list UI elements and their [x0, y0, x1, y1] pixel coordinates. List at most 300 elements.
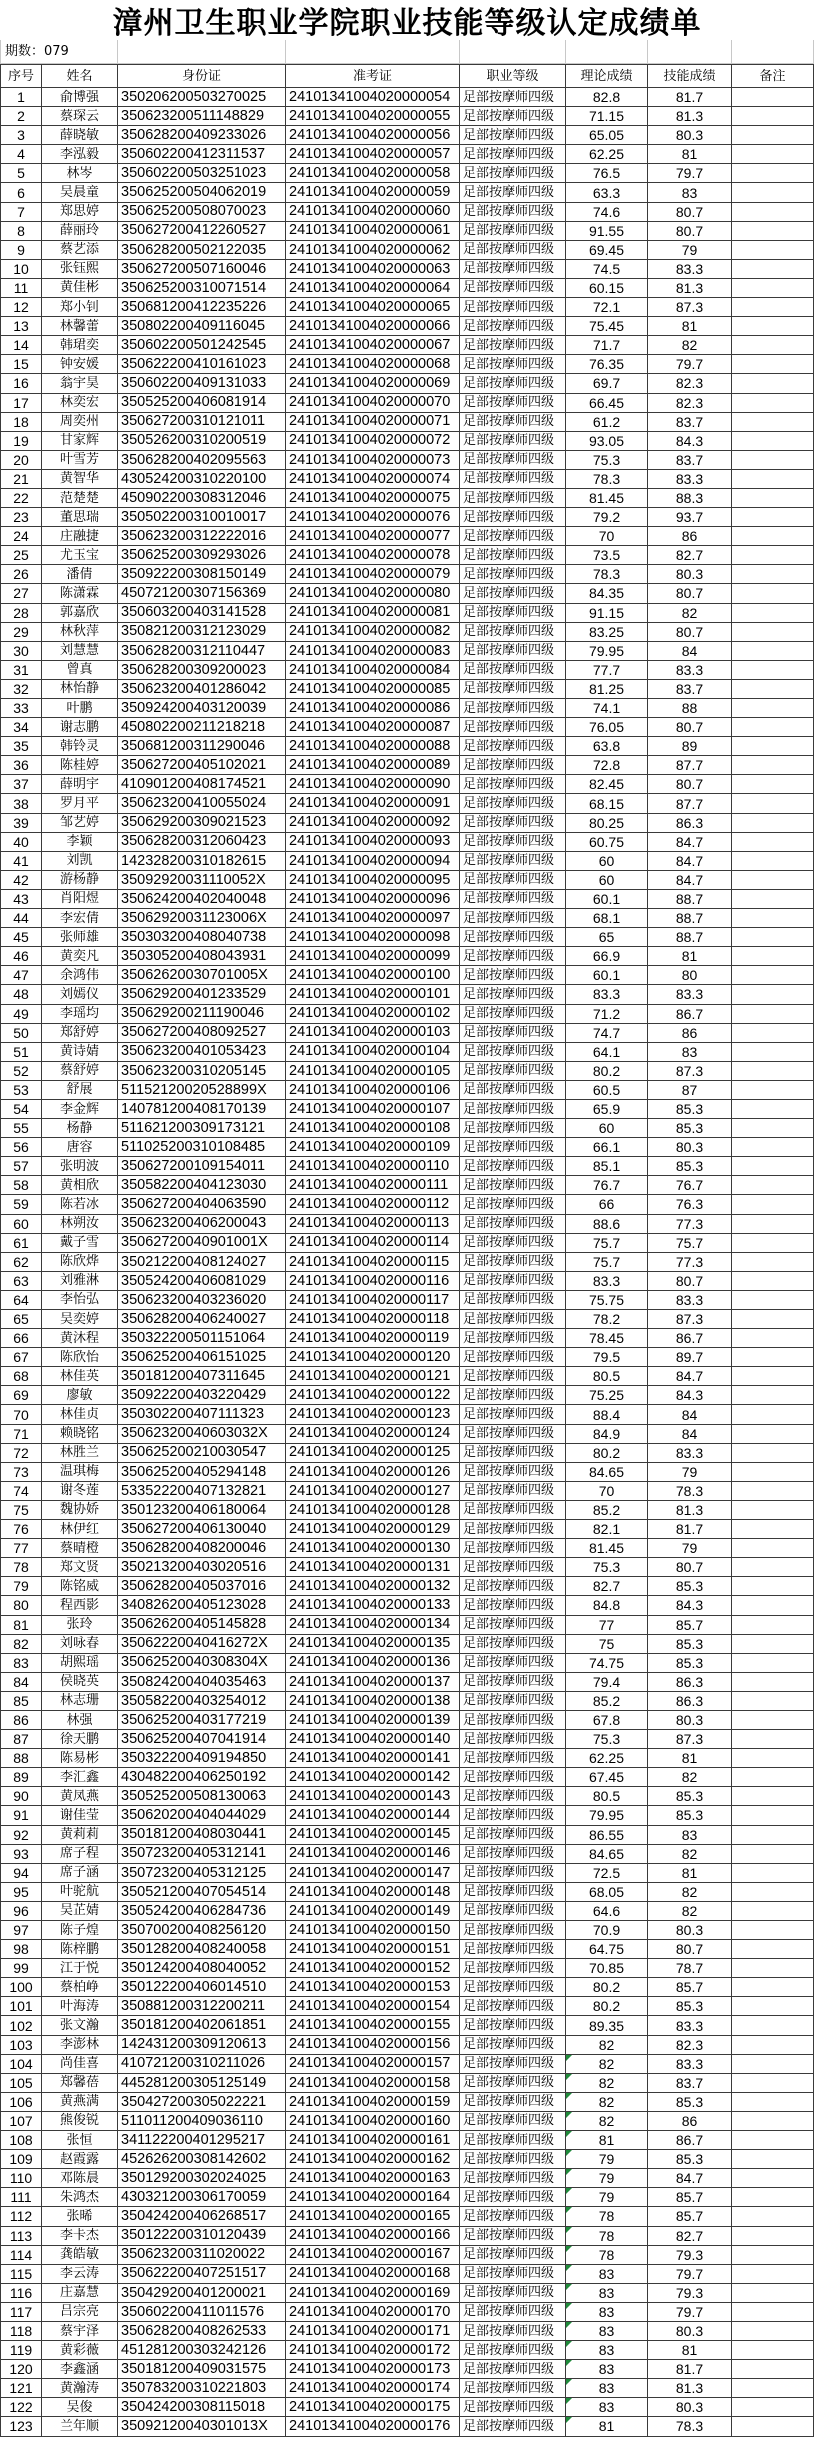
- cell-id-number: 350602200503251023: [118, 164, 286, 183]
- cell-theory-score: 70: [566, 1482, 648, 1501]
- cell-skill-score: 85.3: [648, 1119, 732, 1138]
- cell-level: 足部按摩师四级: [460, 2246, 566, 2265]
- cell-level: 足部按摩师四级: [460, 2016, 566, 2035]
- cell-ticket-number: 24101341004020000055: [286, 107, 460, 126]
- cell-seq: 28: [0, 604, 42, 623]
- cell-name: 潘倩: [42, 565, 118, 584]
- table-row: [0, 317, 814, 336]
- cell-id-number: 350723200405312141: [118, 1845, 286, 1864]
- cell-name: 董思瑞: [42, 508, 118, 527]
- cell-ticket-number: 24101341004020000075: [286, 489, 460, 508]
- cell-id-number: 350524200406284736: [118, 1902, 286, 1921]
- cell-remark: [732, 203, 814, 222]
- cell-name: 叶驼航: [42, 1883, 118, 1902]
- table-row: [0, 2036, 814, 2055]
- cell-theory-score: 76.7: [566, 1176, 648, 1195]
- cell-level: 足部按摩师四级: [460, 1577, 566, 1596]
- cell-name: 陈潇霖: [42, 584, 118, 603]
- cell-theory-score: 88.4: [566, 1405, 648, 1424]
- cell-seq: 17: [0, 394, 42, 413]
- cell-id-number: 350625200310071514: [118, 279, 286, 298]
- cell-remark: [732, 1348, 814, 1367]
- cell-theory-score: 65: [566, 928, 648, 947]
- cell-level: 足部按摩师四级: [460, 1310, 566, 1329]
- cell-seq: 26: [0, 565, 42, 584]
- cell-ticket-number: 24101341004020000146: [286, 1845, 460, 1864]
- cell-remark: [732, 336, 814, 355]
- cell-theory-score: 82: [566, 2036, 648, 2055]
- cell-skill-score: 80.7: [648, 718, 732, 737]
- cell-name: 张晞: [42, 2207, 118, 2226]
- cell-skill-score: 81.7: [648, 88, 732, 107]
- cell-level: 足部按摩师四级: [460, 527, 566, 546]
- cell-name: 熊俊锐: [42, 2112, 118, 2131]
- cell-name: 李瑶均: [42, 1005, 118, 1024]
- cell-ticket-number: 24101341004020000141: [286, 1749, 460, 1768]
- table-row: [0, 623, 814, 642]
- cell-theory-score: 80.25: [566, 814, 648, 833]
- cell-seq: 24: [0, 527, 42, 546]
- cell-remark: [732, 2303, 814, 2322]
- table-row: [0, 279, 814, 298]
- cell-skill-score: 80.3: [648, 1921, 732, 1940]
- cell-remark: [732, 1310, 814, 1329]
- cell-remark: [732, 1940, 814, 1959]
- cell-level: 足部按摩师四级: [460, 546, 566, 565]
- cell-seq: 103: [0, 2036, 42, 2055]
- cell-remark: [732, 2074, 814, 2093]
- cell-remark: [732, 1463, 814, 1482]
- cell-ticket-number: 24101341004020000076: [286, 508, 460, 527]
- cell-level: 足部按摩师四级: [460, 1348, 566, 1367]
- cell-seq: 42: [0, 871, 42, 890]
- cell-level: 足部按摩师四级: [460, 852, 566, 871]
- cell-name: 刘凯: [42, 852, 118, 871]
- cell-skill-score: 86.7: [648, 2131, 732, 2150]
- cell-name: 杨静: [42, 1119, 118, 1138]
- cell-skill-score: 79: [648, 241, 732, 260]
- cell-theory-score: 76.5: [566, 164, 648, 183]
- cell-ticket-number: 24101341004020000154: [286, 1997, 460, 2016]
- table-row: [0, 1367, 814, 1386]
- cell-skill-score: 80.3: [648, 565, 732, 584]
- cell-theory-score: 83.3: [566, 1272, 648, 1291]
- cell-seq: 21: [0, 470, 42, 489]
- cell-remark: [732, 1673, 814, 1692]
- cell-remark: [732, 2398, 814, 2417]
- table-row: [0, 1386, 814, 1405]
- header-seq: 序号: [0, 65, 42, 88]
- cell-level: 足部按摩师四级: [460, 2398, 566, 2417]
- cell-remark: [732, 88, 814, 107]
- cell-remark: [732, 680, 814, 699]
- table-row: [0, 814, 814, 833]
- cell-seq: 34: [0, 718, 42, 737]
- cell-theory-score: 80.5: [566, 1787, 648, 1806]
- cell-remark: [732, 260, 814, 279]
- cell-theory-score: 69.7: [566, 374, 648, 393]
- cell-name: 张玲: [42, 1616, 118, 1635]
- cell-ticket-number: 24101341004020000171: [286, 2322, 460, 2341]
- cell-seq: 65: [0, 1310, 42, 1329]
- cell-skill-score: 86.3: [648, 1692, 732, 1711]
- cell-remark: [732, 1558, 814, 1577]
- cell-name: 薛晓敏: [42, 126, 118, 145]
- cell-remark: [732, 1501, 814, 1520]
- cell-name: 郑小钊: [42, 298, 118, 317]
- cell-skill-score: 87.3: [648, 1730, 732, 1749]
- cell-level: 足部按摩师四级: [460, 1826, 566, 1845]
- cell-seq: 56: [0, 1138, 42, 1157]
- cell-id-number: 350206200503270025: [118, 88, 286, 107]
- cell-theory-score: 83: [566, 2398, 648, 2417]
- cell-id-number: 142431200309120613: [118, 2036, 286, 2055]
- cell-level: 足部按摩师四级: [460, 1234, 566, 1253]
- cell-name: 曾真: [42, 661, 118, 680]
- cell-id-number: 350429200401200021: [118, 2284, 286, 2303]
- table-row: [0, 1444, 814, 1463]
- cell-skill-score: 84.7: [648, 833, 732, 852]
- cell-remark: [732, 2417, 814, 2436]
- table-row: [0, 1596, 814, 1615]
- cell-theory-score: 80.5: [566, 1367, 648, 1386]
- table-row: [0, 2284, 814, 2303]
- cell-name: 甘家辉: [42, 432, 118, 451]
- cell-skill-score: 93.7: [648, 508, 732, 527]
- cell-level: 足部按摩师四级: [460, 2093, 566, 2112]
- cell-seq: 37: [0, 775, 42, 794]
- cell-ticket-number: 24101341004020000086: [286, 699, 460, 718]
- cell-skill-score: 84: [648, 642, 732, 661]
- cell-theory-score: 79.95: [566, 642, 648, 661]
- cell-level: 足部按摩师四级: [460, 584, 566, 603]
- cell-skill-score: 82: [648, 604, 732, 623]
- table-row: [0, 222, 814, 241]
- cell-ticket-number: 24101341004020000106: [286, 1081, 460, 1100]
- cell-remark: [732, 164, 814, 183]
- cell-seq: 50: [0, 1024, 42, 1043]
- cell-theory-score: 80.2: [566, 1997, 648, 2016]
- cell-theory-score: 71.2: [566, 1005, 648, 1024]
- cell-id-number: 350625200407041914: [118, 1730, 286, 1749]
- cell-name: 黄凤燕: [42, 1787, 118, 1806]
- table-row: [0, 508, 814, 527]
- cell-seq: 46: [0, 947, 42, 966]
- cell-id-number: 350626200405145828: [118, 1616, 286, 1635]
- cell-remark: [732, 756, 814, 775]
- cell-id-number: 350623200511148829: [118, 107, 286, 126]
- cell-ticket-number: 24101341004020000127: [286, 1482, 460, 1501]
- cell-seq: 77: [0, 1539, 42, 1558]
- table-row: [0, 1902, 814, 1921]
- cell-id-number: 35062320040603032X: [118, 1425, 286, 1444]
- period-value: 079: [44, 44, 69, 59]
- cell-seq: 16: [0, 374, 42, 393]
- cell-remark: [732, 508, 814, 527]
- cell-id-number: 350602200501242545: [118, 336, 286, 355]
- cell-ticket-number: 24101341004020000061: [286, 222, 460, 241]
- cell-seq: 80: [0, 1596, 42, 1615]
- cell-level: 足部按摩师四级: [460, 2131, 566, 2150]
- cell-seq: 114: [0, 2246, 42, 2265]
- table-row: [0, 1864, 814, 1883]
- table-row: [0, 1749, 814, 1768]
- cell-ticket-number: 24101341004020000083: [286, 642, 460, 661]
- cell-level: 足部按摩师四级: [460, 1749, 566, 1768]
- cell-level: 足部按摩师四级: [460, 1425, 566, 1444]
- cell-id-number: 350627200405102021: [118, 756, 286, 775]
- cell-level: 足部按摩师四级: [460, 1730, 566, 1749]
- cell-theory-score: 64.6: [566, 1902, 648, 1921]
- cell-ticket-number: 24101341004020000107: [286, 1100, 460, 1119]
- header-name: 姓名: [42, 65, 118, 88]
- cell-level: 足部按摩师四级: [460, 699, 566, 718]
- cell-seq: 69: [0, 1386, 42, 1405]
- cell-id-number: 533522200407132821: [118, 1482, 286, 1501]
- cell-seq: 72: [0, 1444, 42, 1463]
- cell-skill-score: 89: [648, 737, 732, 756]
- cell-id-number: 350212200408124027: [118, 1253, 286, 1272]
- table-row: [0, 871, 814, 890]
- cell-theory-score: 82: [566, 2112, 648, 2131]
- cell-remark: [732, 546, 814, 565]
- cell-name: 李怡弘: [42, 1291, 118, 1310]
- cell-theory-score: 85.1: [566, 1157, 648, 1176]
- cell-name: 林朔汝: [42, 1215, 118, 1234]
- cell-id-number: 350627200404063590: [118, 1195, 286, 1214]
- cell-theory-score: 86.55: [566, 1826, 648, 1845]
- cell-skill-score: 80.7: [648, 222, 732, 241]
- cell-name: 张师雄: [42, 928, 118, 947]
- cell-skill-score: 80: [648, 966, 732, 985]
- cell-level: 足部按摩师四级: [460, 451, 566, 470]
- cell-remark: [732, 2150, 814, 2169]
- cell-seq: 9: [0, 241, 42, 260]
- table-row: [0, 1062, 814, 1081]
- cell-level: 足部按摩师四级: [460, 661, 566, 680]
- cell-skill-score: 86.7: [648, 1329, 732, 1348]
- cell-name: 邓陈晨: [42, 2169, 118, 2188]
- cell-seq: 85: [0, 1692, 42, 1711]
- cell-ticket-number: 24101341004020000169: [286, 2284, 460, 2303]
- cell-ticket-number: 24101341004020000065: [286, 298, 460, 317]
- cell-skill-score: 86.7: [648, 1005, 732, 1024]
- cell-ticket-number: 24101341004020000096: [286, 890, 460, 909]
- cell-level: 足部按摩师四级: [460, 1921, 566, 1940]
- table-row: [0, 107, 814, 126]
- cell-skill-score: 87.3: [648, 1062, 732, 1081]
- cell-remark: [732, 909, 814, 928]
- cell-theory-score: 88.6: [566, 1215, 648, 1234]
- cell-name: 肖阳煜: [42, 890, 118, 909]
- cell-seq: 63: [0, 1272, 42, 1291]
- cell-level: 足部按摩师四级: [460, 1539, 566, 1558]
- cell-ticket-number: 24101341004020000165: [286, 2207, 460, 2226]
- cell-id-number: 350582200404123030: [118, 1176, 286, 1195]
- cell-remark: [732, 584, 814, 603]
- cell-name: 黄瀚涛: [42, 2379, 118, 2398]
- cell-id-number: 350305200408043931: [118, 947, 286, 966]
- cell-name: 赵霞露: [42, 2150, 118, 2169]
- cell-level: 足部按摩师四级: [460, 2227, 566, 2246]
- table-row: [0, 794, 814, 813]
- cell-name: 陈若冰: [42, 1195, 118, 1214]
- cell-id-number: 350625200309293026: [118, 546, 286, 565]
- cell-remark: [732, 1997, 814, 2016]
- cell-skill-score: 77.3: [648, 1253, 732, 1272]
- cell-skill-score: 84.3: [648, 432, 732, 451]
- cell-id-number: 350525200406081914: [118, 394, 286, 413]
- cell-remark: [732, 1176, 814, 1195]
- cell-id-number: 350181200407311645: [118, 1367, 286, 1386]
- cell-seq: 67: [0, 1348, 42, 1367]
- cell-level: 足部按摩师四级: [460, 432, 566, 451]
- cell-name: 刘慧慧: [42, 642, 118, 661]
- cell-name: 庄融捷: [42, 527, 118, 546]
- empty-cell: [732, 40, 814, 64]
- cell-remark: [732, 1520, 814, 1539]
- cell-id-number: 350303200408040738: [118, 928, 286, 947]
- cell-id-number: 452626200308142602: [118, 2150, 286, 2169]
- cell-theory-score: 76.05: [566, 718, 648, 737]
- empty-cell: [286, 40, 460, 64]
- cell-theory-score: 79.2: [566, 508, 648, 527]
- cell-name: 俞博强: [42, 88, 118, 107]
- cell-remark: [732, 1978, 814, 1997]
- cell-remark: [732, 1234, 814, 1253]
- cell-remark: [732, 145, 814, 164]
- cell-name: 李澎林: [42, 2036, 118, 2055]
- cell-skill-score: 78.7: [648, 1959, 732, 1978]
- cell-level: 足部按摩师四级: [460, 489, 566, 508]
- cell-level: 足部按摩师四级: [460, 1176, 566, 1195]
- cell-remark: [732, 489, 814, 508]
- cell-name: 翁宇昊: [42, 374, 118, 393]
- cell-id-number: 350623200311020022: [118, 2246, 286, 2265]
- table-row: [0, 1654, 814, 1673]
- cell-id-number: 350623200401053423: [118, 1043, 286, 1062]
- cell-level: 足部按摩师四级: [460, 2207, 566, 2226]
- cell-level: 足部按摩师四级: [460, 604, 566, 623]
- cell-name: 戴子雪: [42, 1234, 118, 1253]
- cell-level: 足部按摩师四级: [460, 1157, 566, 1176]
- cell-ticket-number: 24101341004020000116: [286, 1272, 460, 1291]
- cell-skill-score: 80.3: [648, 1711, 732, 1730]
- cell-theory-score: 65.9: [566, 1100, 648, 1119]
- table-row: [0, 1463, 814, 1482]
- cell-theory-score: 72.1: [566, 298, 648, 317]
- cell-seq: 117: [0, 2303, 42, 2322]
- cell-name: 林佳贞: [42, 1405, 118, 1424]
- cell-seq: 44: [0, 909, 42, 928]
- cell-seq: 62: [0, 1253, 42, 1272]
- cell-theory-score: 84.65: [566, 1845, 648, 1864]
- cell-remark: [732, 222, 814, 241]
- cell-id-number: 511025200310108485: [118, 1138, 286, 1157]
- cell-theory-score: 75.3: [566, 1730, 648, 1749]
- cell-skill-score: 82: [648, 1883, 732, 1902]
- cell-name: 徐天鹏: [42, 1730, 118, 1749]
- cell-seq: 74: [0, 1482, 42, 1501]
- cell-theory-score: 80.2: [566, 1444, 648, 1463]
- cell-seq: 55: [0, 1119, 42, 1138]
- cell-seq: 27: [0, 584, 42, 603]
- cell-ticket-number: 24101341004020000092: [286, 814, 460, 833]
- cell-id-number: 350625200210030547: [118, 1444, 286, 1463]
- cell-theory-score: 83: [566, 2360, 648, 2379]
- cell-remark: [732, 1539, 814, 1558]
- table-row: [0, 1176, 814, 1195]
- cell-skill-score: 78.3: [648, 2417, 732, 2436]
- cell-ticket-number: 24101341004020000081: [286, 604, 460, 623]
- cell-skill-score: 80.7: [648, 203, 732, 222]
- header-level: 职业等级: [460, 65, 566, 88]
- cell-level: 足部按摩师四级: [460, 1558, 566, 1577]
- cell-level: 足部按摩师四级: [460, 2036, 566, 2055]
- cell-seq: 121: [0, 2379, 42, 2398]
- table-row: [0, 1291, 814, 1310]
- cell-id-number: 350924200403120039: [118, 699, 286, 718]
- cell-ticket-number: 24101341004020000105: [286, 1062, 460, 1081]
- cell-remark: [732, 1329, 814, 1348]
- cell-seq: 119: [0, 2341, 42, 2360]
- cell-skill-score: 85.7: [648, 1616, 732, 1635]
- cell-remark: [732, 623, 814, 642]
- cell-skill-score: 85.3: [648, 1635, 732, 1654]
- cell-id-number: 35062620030701005X: [118, 966, 286, 985]
- cell-name: 蔡舒婷: [42, 1062, 118, 1081]
- cell-level: 足部按摩师四级: [460, 336, 566, 355]
- cell-theory-score: 60.75: [566, 833, 648, 852]
- cell-id-number: 350625200405294148: [118, 1463, 286, 1482]
- cell-seq: 47: [0, 966, 42, 985]
- table-row: [0, 1558, 814, 1577]
- cell-seq: 11: [0, 279, 42, 298]
- cell-theory-score: 75.3: [566, 1558, 648, 1577]
- cell-skill-score: 83.7: [648, 451, 732, 470]
- cell-theory-score: 91.15: [566, 604, 648, 623]
- table-row: [0, 2207, 814, 2226]
- cell-level: 足部按摩师四级: [460, 1043, 566, 1062]
- cell-skill-score: 87: [648, 1081, 732, 1100]
- cell-remark: [732, 1081, 814, 1100]
- title-row: [0, 0, 814, 40]
- cell-remark: [732, 2207, 814, 2226]
- cell-theory-score: 65.05: [566, 126, 648, 145]
- cell-id-number: 350427200305022221: [118, 2093, 286, 2112]
- cell-name: 周奕州: [42, 413, 118, 432]
- cell-seq: 93: [0, 1845, 42, 1864]
- table-row: [0, 584, 814, 603]
- cell-skill-score: 80.7: [648, 1558, 732, 1577]
- cell-id-number: 350524200406081029: [118, 1272, 286, 1291]
- cell-remark: [732, 852, 814, 871]
- cell-name: 李宏倩: [42, 909, 118, 928]
- table-row: [0, 2398, 814, 2417]
- cell-id-number: 350181200408030441: [118, 1826, 286, 1845]
- cell-ticket-number: 24101341004020000117: [286, 1291, 460, 1310]
- cell-ticket-number: 24101341004020000145: [286, 1826, 460, 1845]
- cell-level: 足部按摩师四级: [460, 183, 566, 202]
- cell-skill-score: 81.3: [648, 107, 732, 126]
- cell-theory-score: 64.75: [566, 1940, 648, 1959]
- cell-seq: 118: [0, 2322, 42, 2341]
- cell-id-number: 350628200312110447: [118, 642, 286, 661]
- cell-seq: 36: [0, 756, 42, 775]
- cell-theory-score: 81: [566, 2131, 648, 2150]
- cell-skill-score: 81: [648, 1864, 732, 1883]
- cell-skill-score: 79.7: [648, 2303, 732, 2322]
